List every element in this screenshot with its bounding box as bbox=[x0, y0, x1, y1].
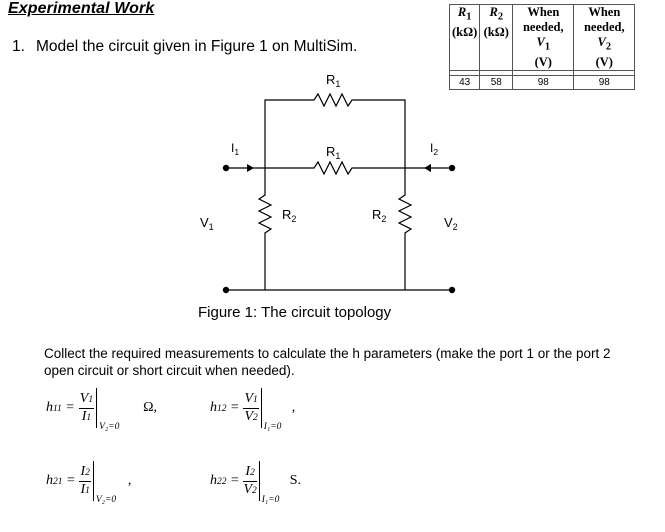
h21-denominator: I1 bbox=[80, 481, 90, 497]
header-r2-unit: (kΩ) bbox=[483, 24, 509, 39]
label-r2-left: $R_2$ bbox=[282, 207, 297, 224]
header-r1-sub: 1 bbox=[466, 11, 472, 23]
h22-unit: S. bbox=[289, 473, 302, 488]
h12-numerator: V1 bbox=[243, 391, 258, 409]
value-v1: 98 bbox=[513, 75, 574, 89]
figure-caption: Figure 1: The circuit topology bbox=[198, 304, 392, 321]
label-r1-top: $R_1$ bbox=[326, 72, 341, 89]
header-v1-line2: needed, bbox=[522, 20, 564, 34]
header-v2-line2: needed, bbox=[583, 20, 625, 34]
header-r2-symbol: R bbox=[489, 5, 498, 19]
equation-h22 bbox=[210, 461, 302, 505]
h12-name: h bbox=[210, 400, 217, 415]
h11-numerator: V1 bbox=[79, 391, 94, 409]
h22-numerator: I2 bbox=[243, 464, 256, 482]
label-i2: $I_2$ bbox=[430, 141, 439, 157]
h11-evaluation bbox=[96, 388, 120, 432]
h11-unit: Ω, bbox=[143, 400, 157, 415]
h21-fraction bbox=[79, 464, 90, 499]
equation-h11 bbox=[46, 388, 157, 432]
h11-condition: V₂=0 bbox=[99, 422, 120, 432]
h22-evaluation bbox=[259, 461, 280, 505]
equation-h12 bbox=[210, 388, 296, 432]
wire-top bbox=[265, 94, 405, 140]
h12-denominator: V2 bbox=[244, 408, 258, 424]
header-v2-line1: When bbox=[588, 5, 621, 19]
arrow-i2 bbox=[424, 164, 431, 172]
h11-index: 11 bbox=[53, 404, 62, 414]
h22-name: h bbox=[210, 473, 217, 488]
header-v2-symbol: V bbox=[597, 35, 606, 49]
h22-fraction bbox=[243, 464, 256, 499]
h11-lhs: h11 = bbox=[46, 400, 75, 415]
resistor-r2-left bbox=[259, 140, 271, 290]
h12-unit: , bbox=[291, 400, 296, 415]
h22-condition: I₁=0 bbox=[261, 495, 280, 505]
header-v1-unit: (V) bbox=[534, 54, 552, 69]
h21-name: h bbox=[46, 473, 53, 488]
h12-index: 12 bbox=[217, 404, 227, 414]
step-number: 1. bbox=[12, 38, 25, 55]
h12-evaluation bbox=[261, 388, 282, 432]
instructions-paragraph: Collect the required measurements to calculate the h parameters (make the port 1 or the port 2 open circuit or short circuit when needed). bbox=[44, 346, 611, 378]
terminal-bottom-left bbox=[223, 287, 229, 293]
label-r1-middle: $R_1$ bbox=[326, 144, 341, 161]
h21-numerator: I2 bbox=[79, 464, 90, 482]
h22-index: 22 bbox=[217, 477, 227, 487]
step-text: Model the circuit given in Figure 1 on MultiSim. bbox=[36, 38, 358, 55]
label-r2-right: $R_2$ bbox=[372, 207, 387, 224]
h12-condition: I₁=0 bbox=[263, 422, 282, 432]
header-v1-symbol: V bbox=[536, 35, 545, 49]
equation-h21 bbox=[46, 461, 132, 505]
wire-middle bbox=[226, 162, 452, 174]
header-v2-sub: 2 bbox=[605, 41, 612, 53]
h21-unit: , bbox=[127, 473, 132, 488]
header-v1-line1: When bbox=[527, 5, 560, 19]
header-r2-sub: 2 bbox=[497, 11, 504, 23]
terminal-top-left bbox=[223, 165, 229, 171]
label-v1: $V_1$ bbox=[200, 215, 214, 232]
label-i1: $I_1$ bbox=[231, 141, 240, 157]
h22-lhs: h22 = bbox=[210, 473, 240, 488]
terminal-bottom-right bbox=[449, 287, 455, 293]
h21-lhs: h21 = bbox=[46, 473, 76, 488]
resistor-r2-right bbox=[399, 140, 411, 290]
header-r1-symbol: R bbox=[457, 5, 467, 19]
header-v1-sub: 1 bbox=[544, 41, 551, 53]
h11-denominator: I1 bbox=[81, 408, 92, 424]
value-r1: 43 bbox=[450, 75, 480, 89]
h12-fraction bbox=[243, 391, 258, 426]
value-v2: 98 bbox=[574, 75, 635, 89]
label-v2: $V_2$ bbox=[444, 215, 458, 232]
terminal-top-right bbox=[449, 165, 455, 171]
section-heading: Experimental Work bbox=[8, 0, 155, 17]
header-v2-unit: (V) bbox=[595, 54, 613, 69]
header-r1-unit: (kΩ) bbox=[452, 24, 478, 39]
h21-condition: V₂=0 bbox=[95, 495, 117, 505]
h22-denominator: V2 bbox=[243, 481, 257, 497]
arrow-i1 bbox=[247, 164, 254, 172]
h21-evaluation bbox=[93, 461, 117, 505]
value-r2: 58 bbox=[480, 75, 513, 89]
h21-index: 21 bbox=[53, 477, 63, 487]
h11-fraction bbox=[79, 391, 94, 426]
h12-lhs: h12 = bbox=[210, 400, 240, 415]
h11-name: h bbox=[46, 400, 53, 415]
